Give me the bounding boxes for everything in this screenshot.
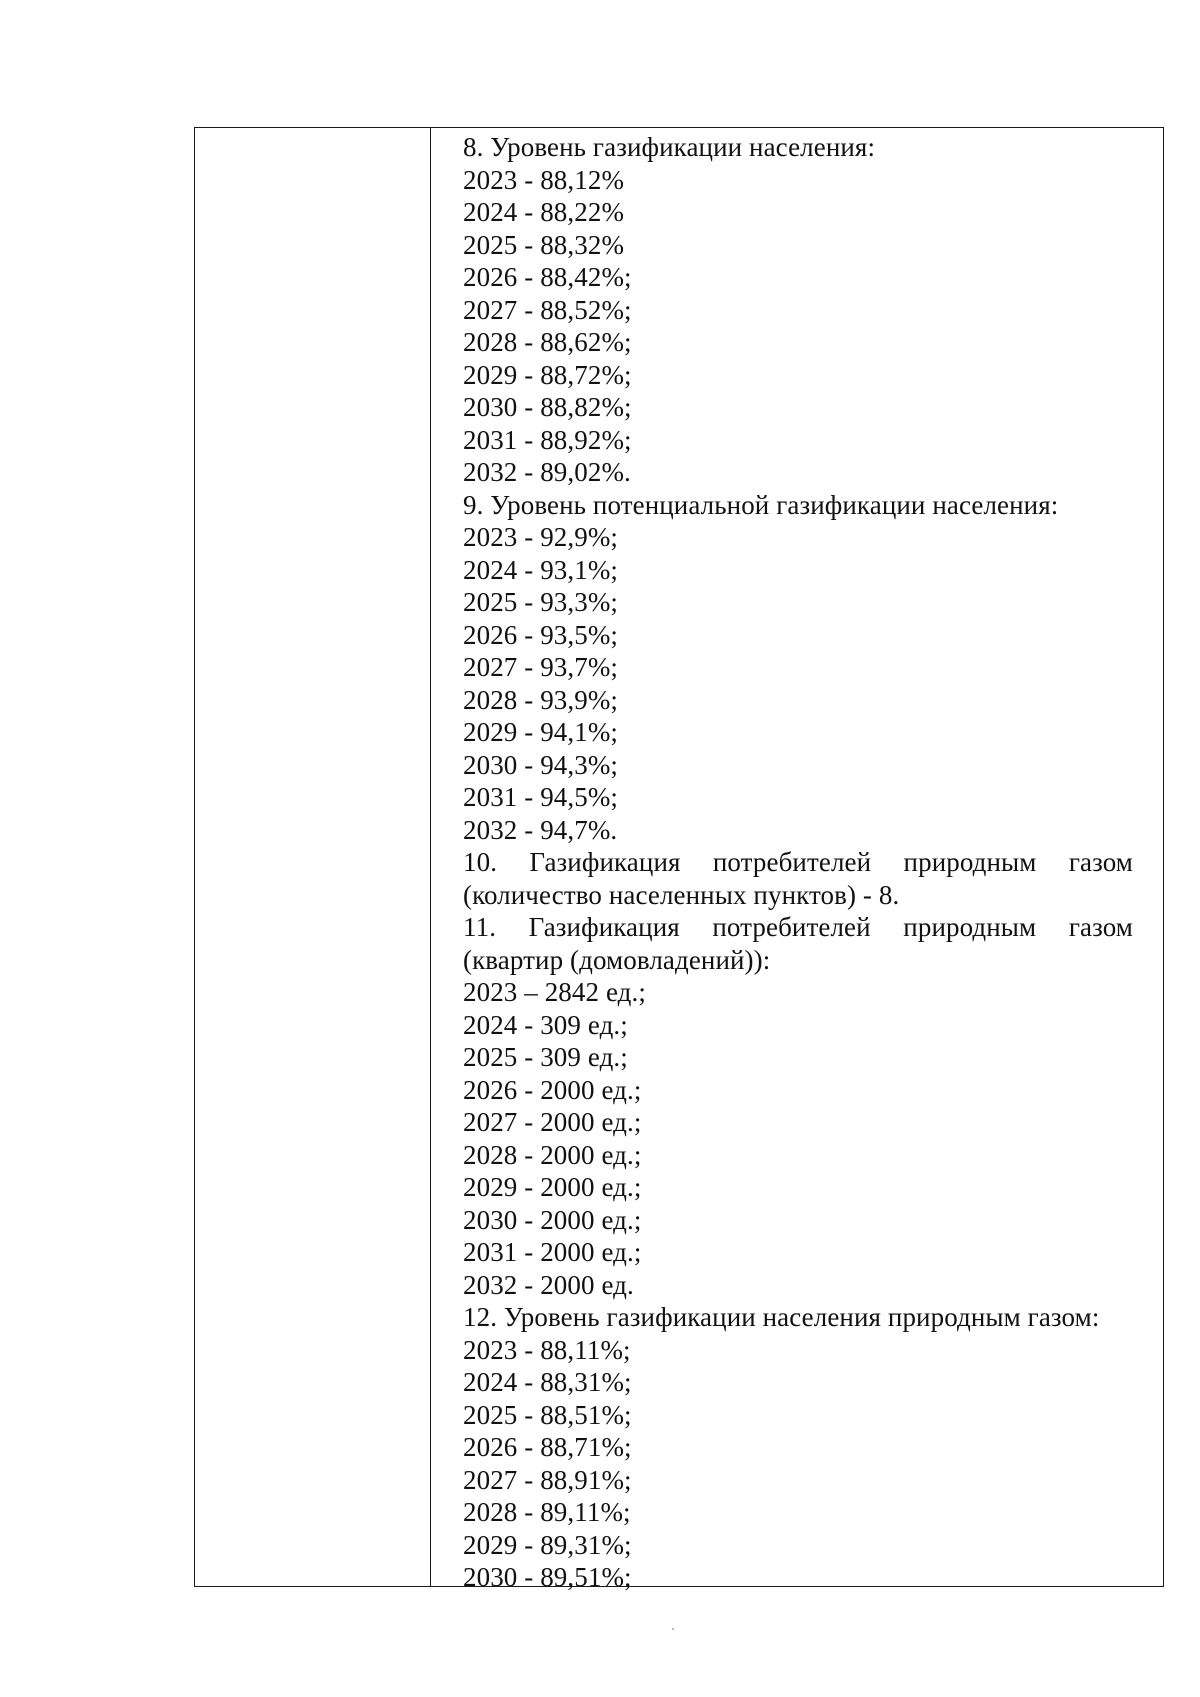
text-line: 2029 - 94,1%;	[463, 717, 619, 747]
text-line: 2026 - 88,71%;	[463, 1432, 632, 1462]
text-line: 2028 - 2000 ед.;	[463, 1139, 642, 1170]
text-line: 2025 - 88,51%;	[463, 1399, 632, 1430]
text-line: 2024 - 93,1%;	[463, 554, 619, 585]
text-line: 2025 - 93,3%;	[463, 587, 619, 617]
scan-speck	[672, 1628, 674, 1630]
text-line: 8. Уровень газификации населения:	[463, 132, 876, 162]
text-line: 2028 - 89,11%;	[463, 1497, 631, 1527]
text-line: 2026 - 88,42%;	[463, 262, 632, 292]
text-line: 2032 - 94,7%.	[463, 814, 618, 845]
text-line: (количество населенных пунктов) - 8.	[463, 879, 900, 910]
text-line: 2028 - 88,62%;	[463, 327, 632, 357]
text-line: 2023 - 88,12%	[463, 164, 625, 195]
document-table	[194, 127, 1164, 1592]
text-line: 2030 - 94,3%;	[463, 749, 619, 780]
text-line: 2027 - 2000 ед.;	[463, 1107, 642, 1137]
text-line: 2030 - 89,51%;	[463, 1562, 632, 1592]
text-line: 12. Уровень газификации населения природным газом:	[463, 1302, 1100, 1332]
text-line: 11. Газификация потребителей природным газом	[463, 912, 1133, 942]
text-line: 2024 - 88,31%;	[463, 1367, 632, 1397]
text-line: 2029 - 88,72%;	[463, 359, 632, 390]
indicator-lines	[463, 131, 1133, 1594]
text-line: (квартир (домовладений)):	[463, 944, 771, 975]
text-line: 2030 - 2000 ед.;	[463, 1204, 642, 1235]
text-line: 10. Газификация потребителей природным газом	[463, 847, 1133, 877]
text-line: 2023 - 88,11%;	[463, 1334, 631, 1365]
text-line: 2024 - 309 ед.;	[463, 1009, 628, 1040]
text-line: 2027 - 93,7%;	[463, 652, 619, 682]
text-line: 2029 - 2000 ед.;	[463, 1172, 642, 1202]
text-line: 2030 - 88,82%;	[463, 392, 632, 422]
text-line: 2025 - 309 ед.;	[463, 1042, 628, 1072]
text-line: 2026 - 2000 ед.;	[463, 1074, 642, 1105]
text-line: 2023 – 2842 ед.;	[463, 977, 646, 1007]
text-line: 2023 - 92,9%;	[463, 522, 619, 552]
table-left-cell	[195, 128, 431, 1586]
text-line: 2032 - 2000 ед.	[463, 1269, 634, 1300]
text-line: 2029 - 89,31%;	[463, 1529, 632, 1560]
text-line: 2031 - 94,5%;	[463, 782, 619, 812]
text-line: 2027 - 88,91%;	[463, 1464, 632, 1495]
text-line: 2028 - 93,9%;	[463, 684, 619, 715]
text-line: 2025 - 88,32%	[463, 229, 625, 260]
text-line: 2024 - 88,22%	[463, 197, 625, 227]
text-line: 2032 - 89,02%.	[463, 457, 631, 487]
text-line: 2027 - 88,52%;	[463, 294, 632, 325]
text-line: 9. Уровень потенциальной газификации населения:	[463, 489, 1059, 520]
table-right-cell	[431, 128, 1163, 1592]
text-line: 2026 - 93,5%;	[463, 619, 619, 650]
text-line: 2031 - 88,92%;	[463, 424, 632, 455]
text-line: 2031 - 2000 ед.;	[463, 1237, 642, 1267]
